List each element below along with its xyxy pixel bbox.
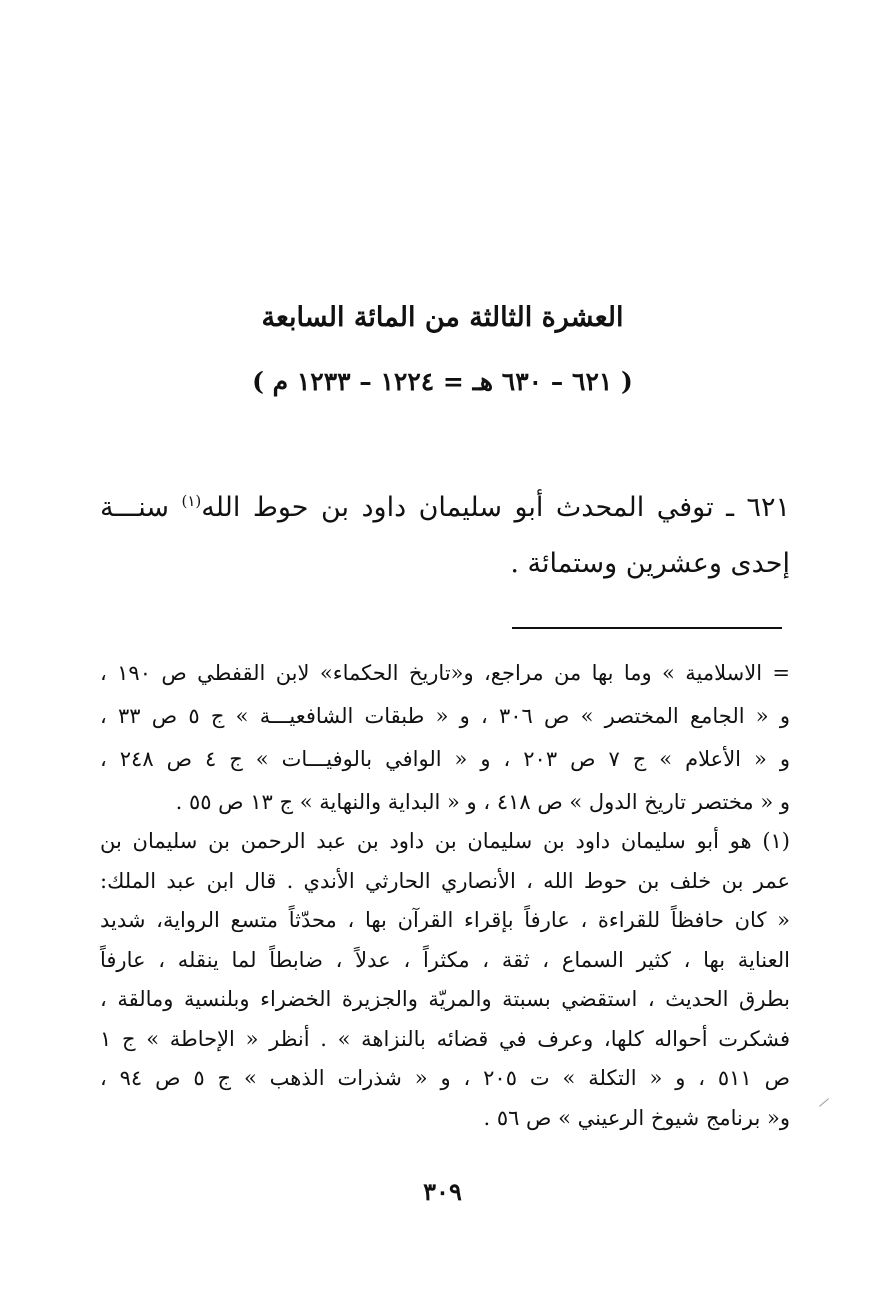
previous-footnote-continuation <box>100 652 790 824</box>
footnote-line: العناية بها ، كثير السماع ، ثقة ، مكثراً ، عدلاً ، ضابطاً لما ينقله ، عارفاً <box>100 947 790 972</box>
continuation-line: و « الأعلام » ج ٧ ص ٢٠٣ ، و « الوافي بالوفيـــات » ج ٤ ص ٢٤٨ ، <box>100 747 790 771</box>
entry-text-part-1: ـ توفي المحدث أبو سليمان داود بن حوط الله <box>201 492 747 523</box>
entry-text-part-2: سنـــة إحدى وعشرين وستمائة . <box>100 492 790 579</box>
entry-number: ٦٢١ <box>746 492 790 523</box>
footnote-1 <box>100 822 790 1138</box>
scan-mark <box>819 1098 829 1106</box>
section-title: العشرة الثالثة من المائة السابعة <box>261 302 624 333</box>
footnote-line: بطرق الحديث ، استقضي بسبتة والمريّة والجزيرة الخضراء وبلنسية ومالقة ، <box>100 987 790 1011</box>
footnote-line: عمر بن خلف بن حوط الله ، الأنصاري الحارثي الأندي . قال ابن عبد الملك: <box>100 868 790 893</box>
footnote-line: (١) هو أبو سليمان داود بن سليمان بن داود بن عبد الرحمن بن سليمان بن <box>100 829 790 853</box>
continuation-line: و « الجامع المختصر » ص ٣٠٦ ، و « طبقات الشافعيـــة » ج ٥ ص ٣٣ ، <box>100 704 790 728</box>
section-date-range: ( ٦٢١ – ٦٣٠ هـ = ١٢٢٤ – ١٢٣٣ م ) <box>252 367 633 396</box>
continuation-line: و « مختصر تاريخ الدول » ص ٤١٨ ، و « البداية والنهاية » ج ١٣ ص ٥٥ . <box>175 790 790 814</box>
entry-621 <box>100 480 790 592</box>
footnote-separator-rule <box>512 627 782 629</box>
footnote-reference-marker: (١) <box>181 492 202 510</box>
footnote-line: و« برنامج شيوخ الرعيني » ص ٥٦ . <box>483 1105 790 1130</box>
continuation-line: = الاسلامية » وما بها من مراجع، و«تاريخ الحكماء» لابن القفطي ص ١٩٠ ، <box>100 661 790 685</box>
footnote-line: « كان حافظاً للقراءة ، عارفاً بإقراء القرآن بها ، محدّثاً متسع الرواية، شديد <box>100 908 790 932</box>
footnote-line: ص ٥١١ ، و « التكلة » ت ٢٠٥ ، و « شذرات الذهب » ج ٥ ص ٩٤ ، <box>100 1066 790 1090</box>
footnote-line: فشكرت أحواله كلها، وعرف في قضائه بالنزاهة » . أنظر « الإحاطة » ج ١ <box>100 1026 790 1051</box>
page-number: ٣٠٩ <box>423 1177 462 1206</box>
